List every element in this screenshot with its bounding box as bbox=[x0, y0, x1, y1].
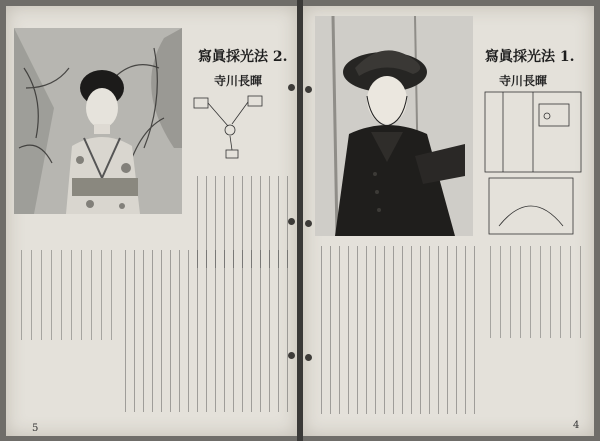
lighting-diagram-icon bbox=[188, 90, 272, 174]
studio-diagram bbox=[479, 86, 589, 242]
right-body-text bbox=[315, 246, 475, 414]
right-page bbox=[303, 6, 594, 436]
hat-woman-photo bbox=[315, 16, 473, 236]
kimono-woman-photo bbox=[14, 28, 182, 214]
binding-hole bbox=[305, 220, 312, 227]
binding-hole bbox=[288, 218, 295, 225]
right-data-column bbox=[481, 246, 581, 338]
left-page-number: 5 bbox=[32, 423, 39, 434]
left-author: 寺川長暉 bbox=[214, 74, 263, 88]
right-title: 寫眞採光法 1. bbox=[485, 49, 575, 65]
left-title: 寫眞採光法 2. bbox=[198, 49, 288, 65]
right-page-number: 4 bbox=[573, 420, 580, 431]
left-data-column bbox=[16, 250, 112, 340]
studio-layout-icon bbox=[479, 86, 589, 242]
right-author: 寺川長暉 bbox=[499, 74, 548, 88]
binding-hole bbox=[288, 352, 295, 359]
binding-hole bbox=[288, 84, 295, 91]
left-page bbox=[6, 6, 297, 436]
left-lower-text bbox=[118, 250, 288, 412]
portrait-hat-icon bbox=[315, 16, 473, 236]
binding-hole bbox=[305, 354, 312, 361]
portrait-kimono-icon bbox=[14, 28, 182, 214]
binding-hole bbox=[305, 86, 312, 93]
light-diagram bbox=[188, 90, 272, 174]
